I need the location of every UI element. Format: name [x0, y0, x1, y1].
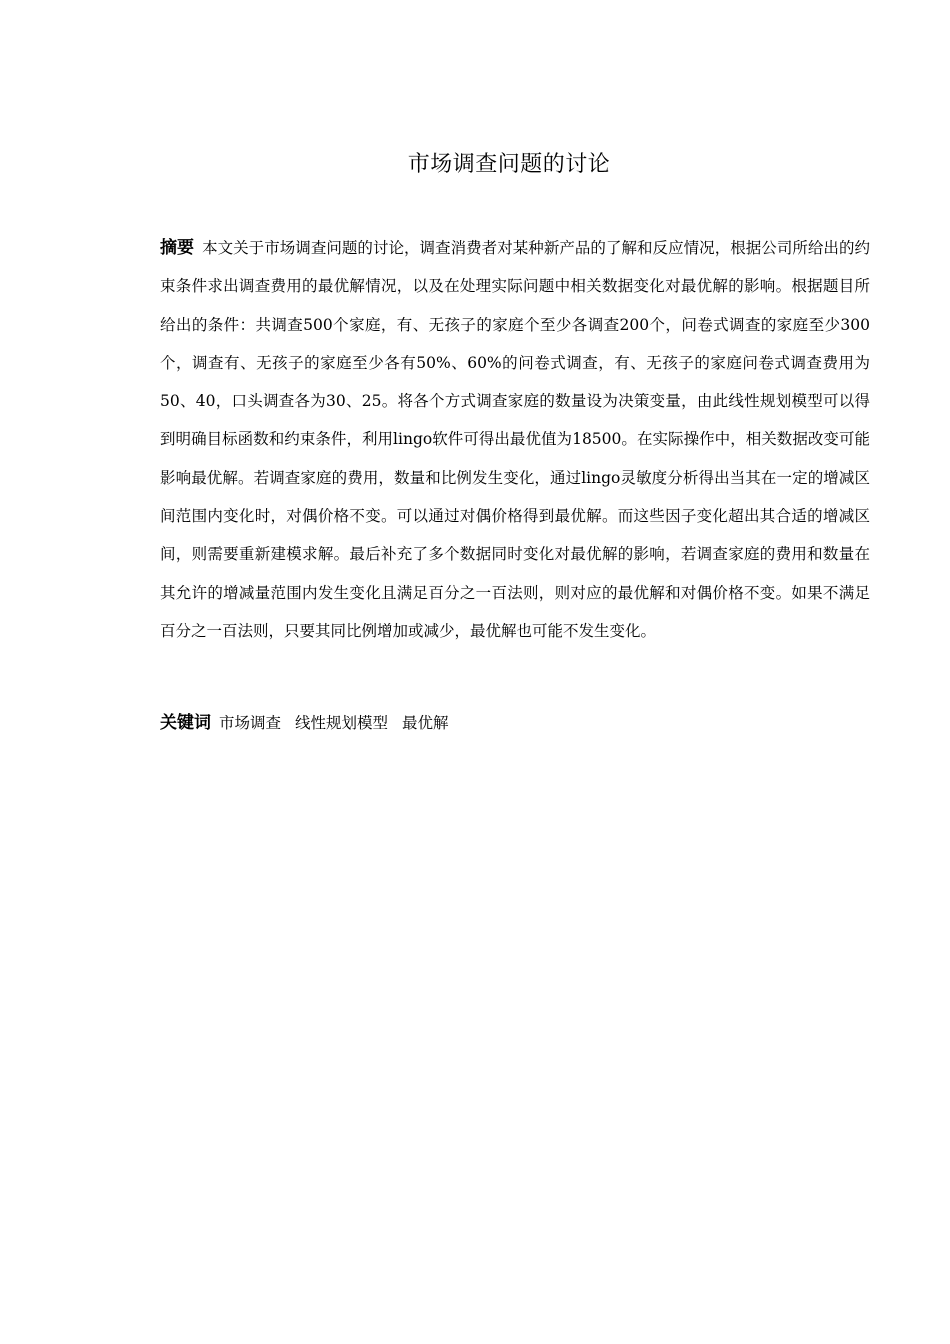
keywords-label: 关键词 — [160, 713, 211, 733]
keyword: 市场调查 — [219, 714, 282, 732]
abstract-text: 本文关于市场调查问题的讨论，调查消费者对某种新产品的了解和反应情况，根据公司所给出的约束条件求出调查费用的最优解情况，以及在处理实际问题中相关数据变化对最优解的影响。根据题目所给出的条件：共调查500个家庭，有、无孩子的家庭个至少各调查200个，问卷式调查的家庭至少300个，调查有、无孩子的家庭至少各有50%、60%的问卷式调查，有、无孩子的家庭问卷式调查费用为50、40，口头调查各为30、25。将各个方式调查家庭的数量设为决策变量，由此线性规划模型可以得到明确目标函数和约束条件，利用lingo软件可得出最优值为18500。在实际操作中，相关数据改变可能影响最优解。若调查家庭的费用，数量和比例发生变化，通过lingo灵敏度分析得出当其在一定的增减区间范围内变化时，对偶价格不变。可以通过对偶价格得到最优解。而这些因子变化超出其合适的增减区间，则需要重新建模求解。最后补充了多个数据同时变化对最优解的影响，若调查家庭的费用和数量在其允许的增减量范围内发生变化且满足百分之一百法则，则对应的最优解和对偶价格不变。如果不满足百分之一百法则，只要其同比例增加或减少，最优解也可能不发生变化。 — [160, 239, 870, 640]
abstract-section — [160, 229, 870, 650]
keyword: 线性规划模型 — [295, 714, 389, 732]
abstract-label: 摘要 — [160, 238, 195, 258]
keywords-section — [160, 708, 870, 738]
paper-title: 市场调查问题的讨论 — [407, 152, 611, 177]
keyword: 最优解 — [402, 714, 449, 732]
